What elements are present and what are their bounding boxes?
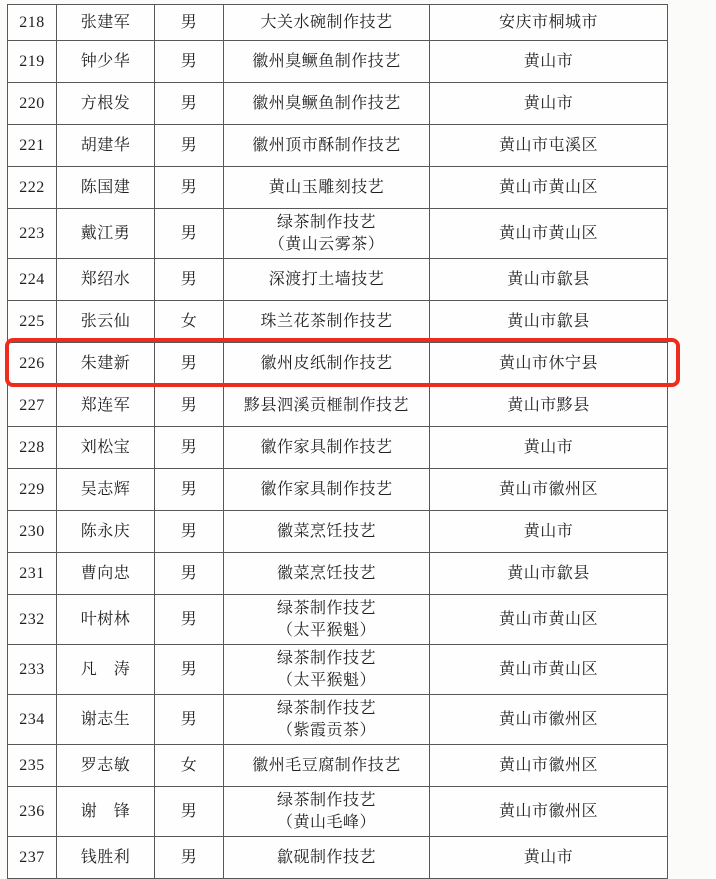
- region-cell: 黄山市: [430, 41, 668, 83]
- gender-cell: 女: [155, 301, 224, 343]
- region-cell: 黄山市歙县: [430, 301, 668, 343]
- craft-line: 徽州毛豆腐制作技艺: [252, 756, 401, 774]
- craft-cell: [224, 787, 430, 837]
- name-cell: 钟少华: [57, 41, 155, 83]
- table-row: [8, 595, 668, 645]
- craft-line: 徽作家具制作技艺: [260, 438, 393, 456]
- region-cell: 黄山市: [430, 427, 668, 469]
- name-cell: 钱胜利: [57, 837, 155, 879]
- roster-table-body: [8, 5, 668, 879]
- gender-cell: 女: [155, 745, 224, 787]
- craft-cell: [224, 301, 430, 343]
- craft-line: 绿茶制作技艺: [276, 699, 376, 717]
- craft-line: 黄山玉雕刻技艺: [268, 178, 385, 196]
- craft-cell: [224, 469, 430, 511]
- name-cell: 罗志敏: [57, 745, 155, 787]
- gender-cell: 男: [155, 595, 224, 645]
- serial-cell: 229: [8, 469, 57, 511]
- table-row: [8, 427, 668, 469]
- craft-line: 绿茶制作技艺: [276, 599, 376, 617]
- table-row: [8, 5, 668, 41]
- craft-line: 大关水碗制作技艺: [260, 13, 393, 31]
- name-cell: 刘松宝: [57, 427, 155, 469]
- region-cell: 黄山市黄山区: [430, 167, 668, 209]
- craft-line: 黟县泗溪贡榧制作技艺: [243, 396, 409, 414]
- craft-cell: [224, 343, 430, 385]
- gender-cell: 男: [155, 167, 224, 209]
- serial-cell: 234: [8, 695, 57, 745]
- craft-cell: [224, 125, 430, 167]
- name-cell: 朱建新: [57, 343, 155, 385]
- table-row: [8, 837, 668, 879]
- name-cell: 谢志生: [57, 695, 155, 745]
- gender-cell: 男: [155, 385, 224, 427]
- table-row: [8, 259, 668, 301]
- name-cell: 戴江勇: [57, 209, 155, 259]
- table-row: [8, 745, 668, 787]
- craft-cell: [224, 427, 430, 469]
- craft-line: 徽作家具制作技艺: [260, 480, 393, 498]
- craft-line: 绿茶制作技艺: [276, 649, 376, 667]
- craft-line: 珠兰花茶制作技艺: [260, 312, 393, 330]
- table-row: [8, 695, 668, 745]
- region-cell: 黄山市徽州区: [430, 787, 668, 837]
- craft-cell: [224, 511, 430, 553]
- gender-cell: 男: [155, 209, 224, 259]
- table-row: [8, 645, 668, 695]
- craft-cell: [224, 259, 430, 301]
- gender-cell: 男: [155, 259, 224, 301]
- serial-cell: 218: [8, 5, 57, 41]
- craft-cell: [224, 209, 430, 259]
- craft-line: （黄山毛峰）: [276, 813, 376, 831]
- serial-cell: 236: [8, 787, 57, 837]
- table-row: [8, 209, 668, 259]
- serial-cell: 231: [8, 553, 57, 595]
- region-cell: 黄山市徽州区: [430, 469, 668, 511]
- craft-cell: [224, 553, 430, 595]
- gender-cell: 男: [155, 645, 224, 695]
- gender-cell: 男: [155, 83, 224, 125]
- table-row: [8, 343, 668, 385]
- serial-cell: 222: [8, 167, 57, 209]
- region-cell: 安庆市桐城市: [430, 5, 668, 41]
- craft-cell: [224, 645, 430, 695]
- serial-cell: 223: [8, 209, 57, 259]
- craft-cell: [224, 595, 430, 645]
- name-cell: 吴志辉: [57, 469, 155, 511]
- craft-line: 徽州顶市酥制作技艺: [252, 136, 401, 154]
- name-cell: 郑连军: [57, 385, 155, 427]
- table-row: [8, 301, 668, 343]
- table-row: [8, 83, 668, 125]
- craft-line: 徽州皮纸制作技艺: [260, 354, 393, 372]
- craft-line: 绿茶制作技艺: [276, 791, 376, 809]
- craft-line: 歙砚制作技艺: [276, 848, 376, 866]
- table-row: [8, 125, 668, 167]
- craft-line: （紫霞贡茶）: [276, 721, 376, 739]
- gender-cell: 男: [155, 427, 224, 469]
- serial-cell: 237: [8, 837, 57, 879]
- region-cell: 黄山市: [430, 511, 668, 553]
- serial-cell: 227: [8, 385, 57, 427]
- gender-cell: 男: [155, 787, 224, 837]
- craft-line: （太平猴魁）: [276, 621, 376, 639]
- name-cell: 陈永庆: [57, 511, 155, 553]
- craft-line: 绿茶制作技艺: [276, 213, 376, 231]
- gender-cell: 男: [155, 5, 224, 41]
- craft-line: 徽州臭鳜鱼制作技艺: [252, 94, 401, 112]
- craft-line: 徽菜烹饪技艺: [276, 564, 376, 582]
- name-cell: 胡建华: [57, 125, 155, 167]
- region-cell: 黄山市黄山区: [430, 209, 668, 259]
- craft-line: （太平猴魁）: [276, 671, 376, 689]
- craft-line: （黄山云雾茶）: [268, 235, 385, 253]
- table-row: [8, 511, 668, 553]
- serial-cell: 224: [8, 259, 57, 301]
- gender-cell: 男: [155, 125, 224, 167]
- table-row: [8, 167, 668, 209]
- region-cell: 黄山市: [430, 83, 668, 125]
- serial-cell: 221: [8, 125, 57, 167]
- craft-cell: [224, 41, 430, 83]
- table-row: [8, 469, 668, 511]
- name-cell: 陈国建: [57, 167, 155, 209]
- craft-cell: [224, 745, 430, 787]
- name-cell: 曹向忠: [57, 553, 155, 595]
- region-cell: 黄山市徽州区: [430, 695, 668, 745]
- gender-cell: 男: [155, 511, 224, 553]
- craft-cell: [224, 83, 430, 125]
- serial-cell: 225: [8, 301, 57, 343]
- name-cell: 方根发: [57, 83, 155, 125]
- name-cell: 叶树林: [57, 595, 155, 645]
- region-cell: 黄山市屯溪区: [430, 125, 668, 167]
- table-row: [8, 787, 668, 837]
- region-cell: 黄山市黟县: [430, 385, 668, 427]
- serial-cell: 232: [8, 595, 57, 645]
- craft-cell: [224, 837, 430, 879]
- name-cell: 郑绍水: [57, 259, 155, 301]
- roster-table: [7, 4, 668, 879]
- serial-cell: 226: [8, 343, 57, 385]
- name-cell: 张云仙: [57, 301, 155, 343]
- gender-cell: 男: [155, 469, 224, 511]
- name-cell: 谢 锋: [57, 787, 155, 837]
- craft-cell: [224, 385, 430, 427]
- region-cell: 黄山市黄山区: [430, 595, 668, 645]
- serial-cell: 220: [8, 83, 57, 125]
- craft-cell: [224, 5, 430, 41]
- craft-line: 徽菜烹饪技艺: [276, 522, 376, 540]
- gender-cell: 男: [155, 553, 224, 595]
- serial-cell: 228: [8, 427, 57, 469]
- region-cell: 黄山市休宁县: [430, 343, 668, 385]
- region-cell: 黄山市歙县: [430, 553, 668, 595]
- name-cell: 凡 涛: [57, 645, 155, 695]
- craft-cell: [224, 167, 430, 209]
- region-cell: 黄山市黄山区: [430, 645, 668, 695]
- gender-cell: 男: [155, 695, 224, 745]
- craft-line: 徽州臭鳜鱼制作技艺: [252, 52, 401, 70]
- serial-cell: 233: [8, 645, 57, 695]
- name-cell: 张建军: [57, 5, 155, 41]
- gender-cell: 男: [155, 41, 224, 83]
- craft-cell: [224, 695, 430, 745]
- region-cell: 黄山市歙县: [430, 259, 668, 301]
- table-row: [8, 385, 668, 427]
- region-cell: 黄山市徽州区: [430, 745, 668, 787]
- table-row: [8, 553, 668, 595]
- table-row: [8, 41, 668, 83]
- region-cell: 黄山市: [430, 837, 668, 879]
- gender-cell: 男: [155, 837, 224, 879]
- serial-cell: 230: [8, 511, 57, 553]
- gender-cell: 男: [155, 343, 224, 385]
- craft-line: 深渡打土墙技艺: [268, 270, 385, 288]
- serial-cell: 219: [8, 41, 57, 83]
- serial-cell: 235: [8, 745, 57, 787]
